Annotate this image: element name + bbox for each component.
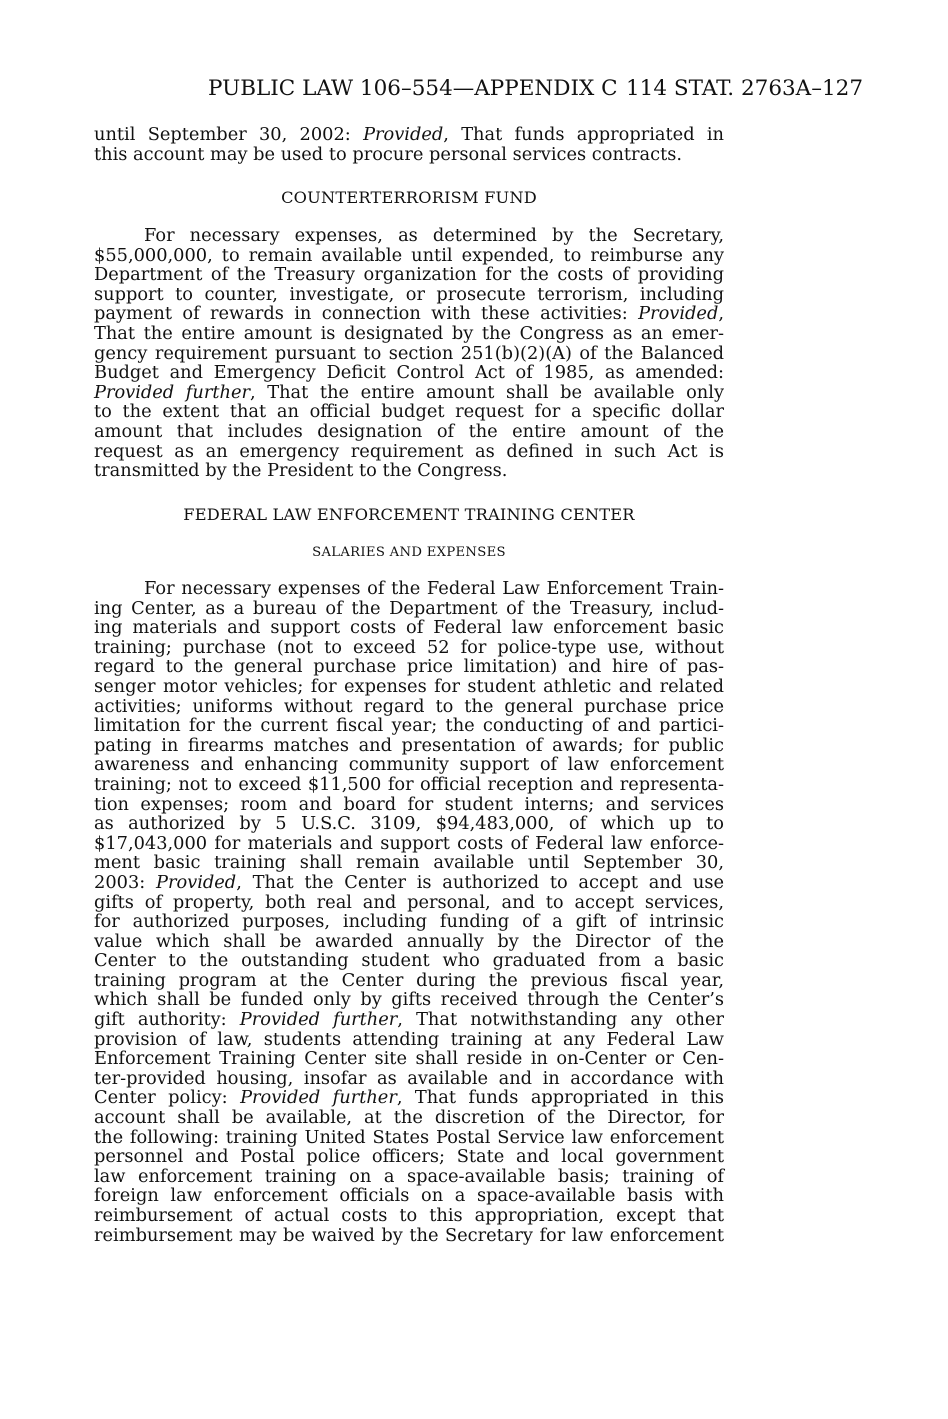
- text-line: reimbursement of actual costs to this appropriation, except that: [94, 1205, 724, 1226]
- text-line: which shall be funded only by gifts received through the Center’s: [94, 989, 724, 1011]
- text-line: law enforcement training on a space-available basis; training of: [94, 1165, 724, 1187]
- text-line: Department of the Treasury organization for the costs of providing: [94, 264, 724, 286]
- text-line: gifts of property, both real and personal, and to accept services,: [94, 891, 724, 913]
- text-line: value which shall be awarded annually by the Director of the: [94, 930, 724, 952]
- counterterrorism-paragraph: [94, 226, 724, 481]
- text-line: this account may be used to procure personal services contracts.: [94, 143, 683, 165]
- text-line: gift authority: Provided further, That notwithstanding any other: [94, 1009, 724, 1031]
- text-line: support to counter, investigate, or prosecute terrorism, including: [94, 283, 724, 305]
- carryover-paragraph: [94, 125, 724, 164]
- section-heading-fletc: FEDERAL LAW ENFORCEMENT TRAINING CENTER: [183, 505, 635, 524]
- text-line: That the entire amount is designated by the Congress as an emer-: [94, 322, 724, 344]
- text-line: awareness and enhancing community support of law enforcement: [94, 754, 724, 776]
- text-line: ter-provided housing, insofar as available and in accordance with: [94, 1067, 724, 1089]
- text-line: to the extent that an official budget request for a specific dollar: [94, 401, 724, 423]
- text-line: pating in firearms matches and presentation of awards; for public: [94, 734, 724, 756]
- text-line: $17,043,000 for materials and support costs of Federal law enforce-: [94, 832, 724, 854]
- text-line: Center policy: Provided further, That funds appropriated in this: [94, 1087, 725, 1109]
- text-line: regard to the general purchase price limitation) and hire of pas-: [94, 656, 724, 678]
- text-line: tion expenses; room and board for student interns; and services: [94, 793, 724, 815]
- text-line: ment basic training shall remain available until September 30,: [94, 852, 724, 874]
- text-line: ing Center, as a bureau of the Department of the Treasury, includ-: [94, 597, 724, 619]
- text-line: reimbursement may be waived by the Secretary for law enforcement: [94, 1224, 724, 1246]
- text-line: limitation for the current fiscal year; the conducting of and partici-: [94, 715, 724, 737]
- subheading-salaries-expenses: SALARIES AND EXPENSES: [312, 545, 506, 560]
- text-line: provision of law, students attending training at any Federal Law: [94, 1028, 724, 1050]
- text-line: gency requirement pursuant to section 251(b)(2)(A) of the Balanced: [94, 342, 724, 364]
- text-line: account shall be available, at the discretion of the Director, for: [94, 1107, 724, 1129]
- text-line: senger motor vehicles; for expenses for student athletic and related: [94, 675, 724, 697]
- text-line: until September 30, 2002: Provided, That funds appropriated in: [94, 124, 724, 145]
- text-line: $55,000,000, to remain available until expended, to reimburse any: [94, 244, 724, 266]
- text-line: transmitted by the President to the Congress.: [94, 460, 508, 482]
- text-line: personnel and Postal police officers; State and local government: [94, 1146, 724, 1168]
- text-line: foreign law enforcement officials on a space-available basis with: [94, 1185, 724, 1207]
- text-line: For necessary expenses, as determined by the Secretary,: [144, 225, 724, 246]
- section-heading-counterterrorism: COUNTERTERRORISM FUND: [281, 188, 537, 207]
- text-line: training; not to exceed $11,500 for official reception and representa-: [94, 773, 724, 795]
- text-line: as authorized by 5 U.S.C. 3109, $94,483,000, of which up to: [94, 813, 724, 835]
- text-line: training program at the Center during the previous fiscal year,: [94, 969, 724, 991]
- header-public-law: PUBLIC LAW 106–554—APPENDIX C: [208, 76, 618, 101]
- text-line: ing materials and support costs of Federal law enforcement basic: [94, 617, 724, 639]
- text-line: amount that includes designation of the entire amount of the: [94, 420, 724, 442]
- text-line: Provided further, That the entire amount shall be available only: [94, 381, 724, 403]
- text-line: Center to the outstanding student who graduated from a basic: [94, 950, 724, 972]
- text-line: 2003: Provided, That the Center is authorized to accept and use: [94, 871, 724, 893]
- text-line: Budget and Emergency Deficit Control Act of 1985, as amended:: [94, 362, 724, 384]
- text-line: the following: training United States Postal Service law enforcement: [94, 1126, 724, 1148]
- text-line: activities; uniforms without regard to the general purchase price: [94, 695, 724, 717]
- text-line: Enforcement Training Center site shall reside in on-Center or Cen-: [94, 1048, 724, 1070]
- text-line: payment of rewards in connection with these activities: Provided,: [94, 303, 724, 325]
- running-header: [208, 74, 863, 104]
- header-stat-page: 114 STAT. 2763A–127: [626, 76, 863, 101]
- text-line: For necessary expenses of the Federal Law Enforcement Train-: [144, 578, 724, 599]
- fletc-paragraph: [94, 579, 724, 1245]
- text-line: training; purchase (not to exceed 52 for police-type use, without: [94, 636, 724, 658]
- text-line: for authorized purposes, including funding of a gift of intrinsic: [94, 911, 724, 933]
- text-line: request as an emergency requirement as defined in such Act is: [94, 440, 724, 462]
